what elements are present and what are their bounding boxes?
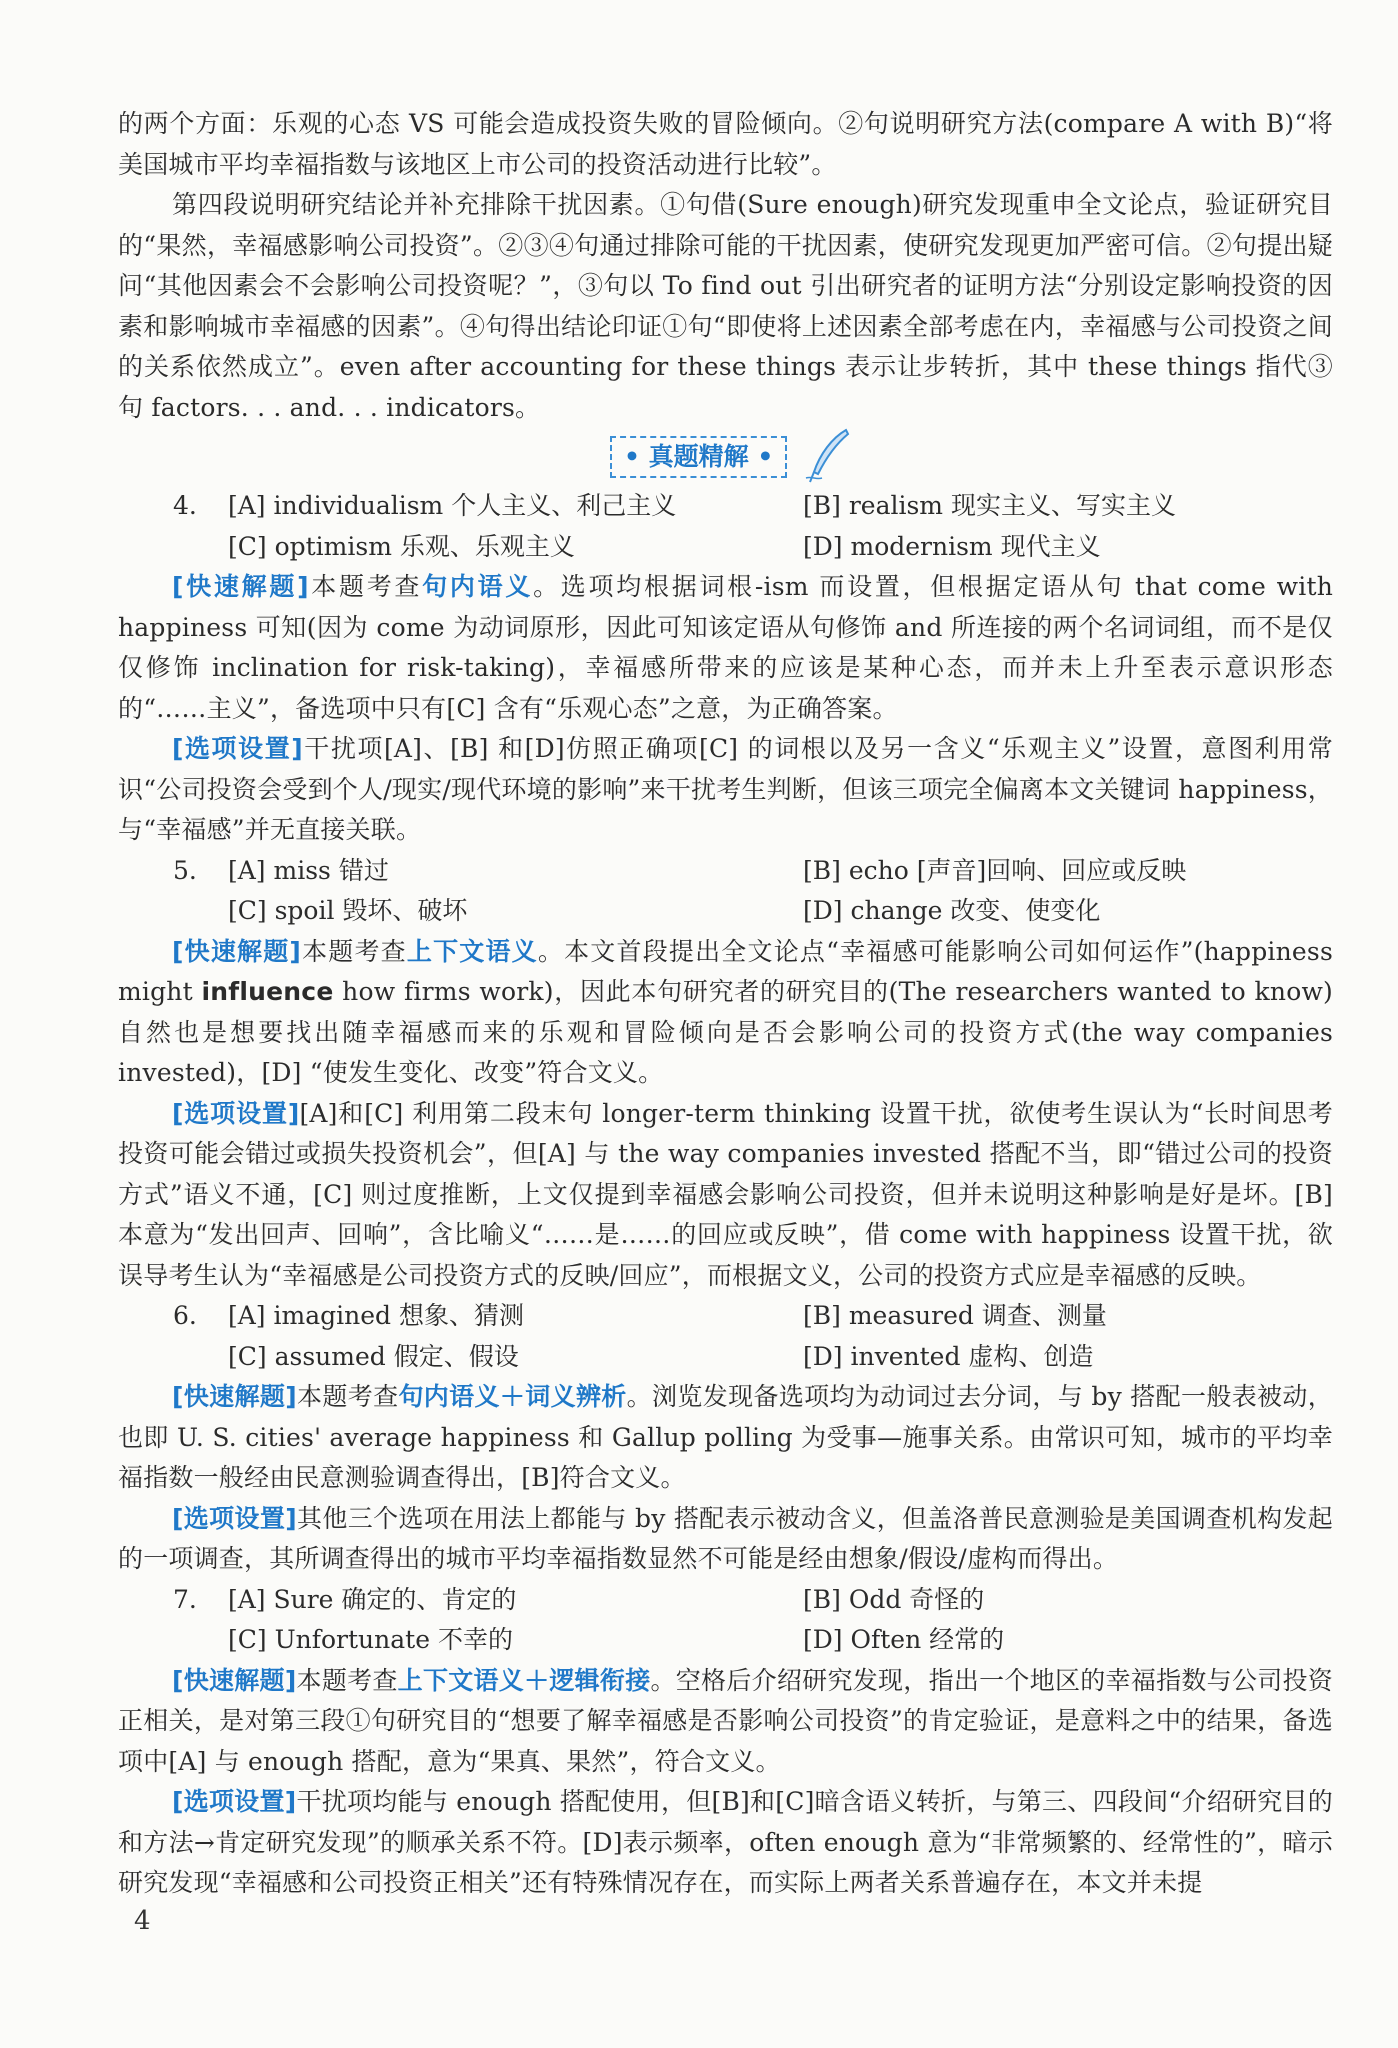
q4-option-d: [D] modernism 现代主义 (803, 531, 1101, 561)
q7-options-row-2 (118, 1620, 1333, 1661)
option-setting-tag: [选项设置] (172, 1503, 297, 1533)
option-setting-tag: [选项设置] (172, 1098, 300, 1128)
paragraph-analysis-end: 的两个方面：乐观的心态 VS 可能会造成投资失败的冒险倾向。②句说明研究方法(compare A with B)“将美国城市平均幸福指数与该地区上市公司的投资活动进行比较”。 (118, 109, 1333, 179)
page-content (118, 104, 1333, 1904)
quill-pen-icon (802, 428, 852, 484)
page-number: 4 (134, 1906, 151, 1936)
quick-solution-tag: [快速解题] (172, 1665, 297, 1695)
q4-number: 4. (173, 491, 197, 520)
q6-options-row-1 (118, 1296, 1333, 1337)
q5-bold-word: influence (201, 977, 334, 1006)
q4-quick-solution: [快速解题]本题考查句内语义。选项均根据词根-ism 而设置，但根据定语从句 that come with happiness 可知(因为 come 为动词原形，因此可知该定语从句修饰 and 所连接的两个名词词组，而不是仅仅修饰 inclination for risk-taking)，幸福感所带来的应该是某种心态，而并未上升至表示意识形态的“……主义”，备选项中只有[C] 含有“乐观心态”之意，为正确答案。 (118, 572, 1333, 723)
q5-option-d: [D] change 改变、使变化 (803, 896, 1101, 925)
q6-options-row-2 (118, 1337, 1333, 1378)
q6-number: 6. (173, 1301, 197, 1330)
q5-options-row-2 (118, 891, 1333, 932)
q4-options-row-2 (118, 527, 1333, 568)
quick-solution-tag: [快速解题] (172, 936, 302, 966)
q5-quick-solution: [快速解题]本题考查上下文语义。本文首段提出全文论点“幸福感可能影响公司如何运作”(happiness might influence how firms work)，因此本句研究者的研究目的(The researchers wanted to know)自然也是想要找出随幸福感而来的乐观和冒险倾向是否会影响公司的投资方式(the way companies invested)，[D] “使发生变化、改变”符合文义。 (118, 936, 1333, 1087)
q6-focus-point: 句内语义＋词义辨析 (398, 1382, 627, 1411)
q6-option-setting: [选项设置]其他三个选项在用法上都能与 by 搭配表示被动含义，但盖洛普民意测验是美国调查机构发起的一项调查，其所调查得出的城市平均幸福指数显然不可能是经由想象/假设/虚构而得出。 (118, 1503, 1334, 1573)
section-header (118, 428, 1333, 486)
q4-option-b: [B] realism 现实主义、写实主义 (803, 491, 1176, 520)
q5-focus-point: 上下文语义 (406, 936, 538, 966)
q5-options-row-1 (118, 851, 1333, 892)
paragraph-fourth-analysis: 第四段说明研究结论并补充排除干扰因素。①句借(Sure enough)研究发现重申全文论点，验证研究目的“果然，幸福感影响公司投资”。②③④句通过排除可能的干扰因素，使研究发现更加严密可信。②句提出疑问“其他因素会不会影响公司投资呢？”，③句以 To find out 引出研究者的证明方法“分别设定影响投资的因素和影响城市幸福感的因素”。④句得出结论印证①句“即使将上述因素全部考虑在内，幸福感与公司投资之间的关系依然成立”。even after accounting for these things 表示让步转折，其中 these things 指代③句 factors. . . and. . . indicators。 (118, 190, 1333, 422)
section-title: • 真题精解 • (610, 436, 787, 478)
q5-option-c: [C] spoil 毁坏、破坏 (228, 896, 468, 925)
option-setting-tag: [选项设置] (172, 1787, 297, 1816)
q5-option-setting: [选项设置][A]和[C] 利用第二段末句 longer-term thinking 设置干扰，欲使考生误认为“长时间思考投资可能会错过或损失投资机会”，但[A] 与 the way companies invested 搭配不当，即“错过公司的投资方式”语义不通，[C] 则过度推断，上文仅提到幸福感会影响公司投资，但并未说明这种影响是好是坏。[B] 本意为“发出回声、回响”，含比喻义“……是……的回应或反映”，借 come with happiness 设置干扰，欲误导考生认为“幸福感是公司投资方式的反映/回应”，而根据文义，公司的投资方式应是幸福感的反映。 (118, 1098, 1333, 1290)
q5-option-b: [B] echo [声音]回响、回应或反映 (803, 855, 1187, 885)
q7-option-b: [B] Odd 奇怪的 (803, 1584, 985, 1614)
q7-option-c: [C] Unfortunate 不幸的 (228, 1625, 513, 1654)
q6-option-c: [C] assumed 假定、假设 (228, 1341, 519, 1371)
q7-option-setting: [选项设置]干扰项均能与 enough 搭配使用，但[B]和[C]暗含语义转折，与第三、四段间“介绍研究目的和方法→肯定研究发现”的顺承关系不符。[D]表示频率，often enough 意为“非常频繁的、经常性的”，暗示研究发现“幸福感和公司投资正相关”还有特殊情况存在，而实际上两者关系普遍存在，本文并未提 (118, 1787, 1333, 1897)
q5-number: 5. (173, 855, 197, 885)
q6-option-b: [B] measured 调查、测量 (803, 1301, 1107, 1330)
q4-option-setting: [选项设置]干扰项[A]、[B] 和[D]仿照正确项[C] 的词根以及另一含义“乐观主义”设置，意图利用常识“公司投资会受到个人/现实/现代环境的影响”来干扰考生判断，但该三项完全偏离本文关键词 happiness，与“幸福感”并无直接关联。 (118, 734, 1334, 844)
q6-option-d: [D] invented 虚构、创造 (803, 1341, 1094, 1371)
q4-option-c: [C] optimism 乐观、乐观主义 (228, 531, 575, 561)
q7-number: 7. (173, 1584, 197, 1614)
q7-options-row-1 (118, 1580, 1333, 1621)
q7-option-d: [D] Often 经常的 (803, 1625, 1005, 1654)
q4-options-row-1 (118, 486, 1333, 527)
q7-option-a: [A] Sure 确定的、肯定的 (228, 1584, 517, 1614)
q7-focus-point: 上下文语义＋逻辑衔接 (397, 1665, 651, 1695)
q7-quick-solution: [快速解题]本题考查上下文语义＋逻辑衔接。空格后介绍研究发现，指出一个地区的幸福指数与公司投资正相关，是对第三段①句研究目的“想要了解幸福感是否影响公司投资”的肯定验证，是意料之中的结果，备选项中[A] 与 enough 搭配，意为“果真、果然”，符合文义。 (118, 1665, 1333, 1776)
quick-solution-tag: [快速解题] (172, 1382, 297, 1411)
q6-option-a: [A] imagined 想象、猜测 (228, 1301, 524, 1330)
quick-solution-tag: [快速解题] (172, 572, 309, 601)
q6-quick-solution: [快速解题]本题考查句内语义＋词义辨析。浏览发现备选项均为动词过去分词，与 by 搭配一般表被动，也即 U. S. cities' average happiness 和 Gallup polling 为受事—施事关系。由常识可知，城市的平均幸福指数一般经由民意测验调查得出，[B]符合文义。 (118, 1382, 1333, 1492)
q5-option-a: [A] miss 错过 (228, 855, 389, 885)
q4-focus-point: 句内语义 (422, 572, 534, 601)
option-setting-tag: [选项设置] (172, 734, 303, 763)
q4-option-a: [A] individualism 个人主义、利己主义 (228, 491, 677, 520)
